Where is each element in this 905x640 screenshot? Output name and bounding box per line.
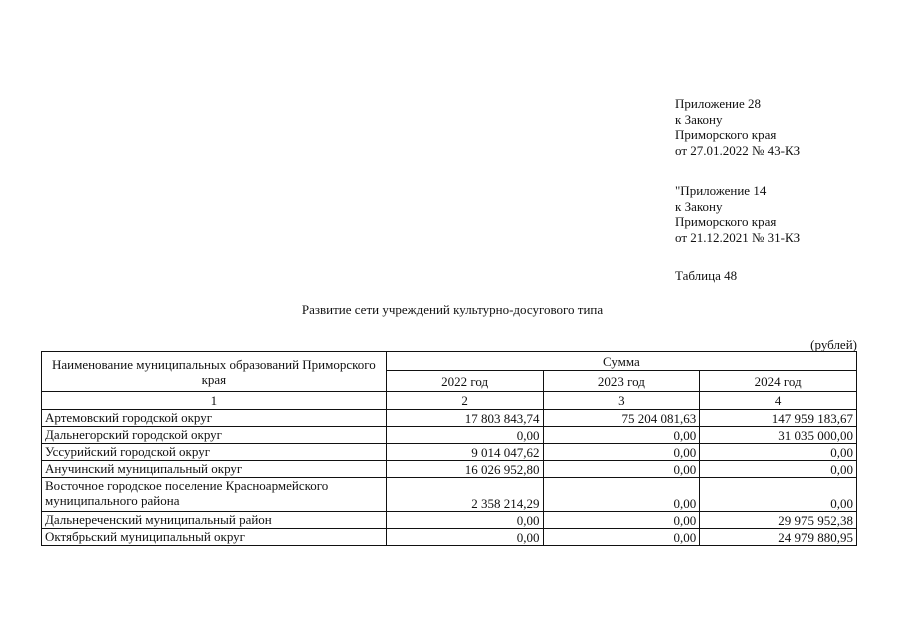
amount-2023: 0,00 — [543, 512, 700, 529]
table-row — [42, 529, 857, 546]
table-row — [42, 461, 857, 478]
table-row — [42, 410, 857, 427]
amount-2022: 2 358 214,29 — [386, 478, 543, 512]
amount-2022: 0,00 — [386, 529, 543, 546]
appendix-28-header — [675, 96, 800, 158]
column-header-year: 2022 год — [386, 371, 543, 392]
amount-2024: 24 979 880,95 — [700, 529, 857, 546]
header-line: Приложение 28 — [675, 96, 762, 111]
column-index: 2 — [386, 392, 543, 410]
amount-2024: 0,00 — [700, 478, 857, 512]
header-line: Приморского края — [675, 214, 777, 230]
municipality-name: Восточное городское поселение Красноармейского муниципального района — [42, 478, 387, 512]
amount-2023: 0,00 — [543, 478, 700, 512]
header-line: Приморского края — [675, 127, 777, 143]
amount-2022: 9 014 047,62 — [386, 444, 543, 461]
amount-2022: 17 803 843,74 — [386, 410, 543, 427]
table-label: Таблица 48 — [675, 268, 738, 283]
appendix-14-header — [675, 183, 800, 245]
municipality-name: Дальнереченский муниципальный район — [42, 512, 387, 529]
municipality-name: Артемовский городской округ — [42, 410, 387, 427]
amount-2023: 0,00 — [543, 427, 700, 444]
amount-2022: 0,00 — [386, 512, 543, 529]
unit-label: (рублей) — [810, 337, 857, 352]
column-header-year: 2023 год — [543, 371, 700, 392]
column-index: 4 — [700, 392, 857, 410]
page-title: Развитие сети учреждений культурно-досугового типа — [301, 302, 604, 317]
budget-table — [41, 351, 857, 546]
municipality-name: Уссурийский городской округ — [42, 444, 387, 461]
amount-2023: 0,00 — [543, 461, 700, 478]
municipality-name: Дальнегорский городской округ — [42, 427, 387, 444]
column-index: 1 — [42, 392, 387, 410]
amount-2024: 147 959 183,67 — [700, 410, 857, 427]
header-line: к Закону — [675, 198, 723, 214]
amount-2022: 16 026 952,80 — [386, 461, 543, 478]
header-line: к Закону — [675, 111, 723, 127]
amount-2024: 0,00 — [700, 461, 857, 478]
amount-2023: 0,00 — [543, 444, 700, 461]
amount-2022: 0,00 — [386, 427, 543, 444]
header-line: от 21.12.2021 № 31-КЗ — [675, 229, 801, 245]
column-header-sum: Сумма — [386, 352, 856, 371]
column-header-year: 2024 год — [700, 371, 857, 392]
header-line: "Приложение 14 — [675, 183, 767, 198]
amount-2023: 0,00 — [543, 529, 700, 546]
table-row — [42, 444, 857, 461]
municipality-name: Октябрьский муниципальный округ — [42, 529, 387, 546]
column-header-name: Наименование муниципальных образований Приморского края — [42, 352, 387, 392]
header-line: от 27.01.2022 № 43-КЗ — [675, 142, 801, 158]
amount-2024: 31 035 000,00 — [700, 427, 857, 444]
table-row — [42, 512, 857, 529]
amount-2024: 29 975 952,38 — [700, 512, 857, 529]
amount-2023: 75 204 081,63 — [543, 410, 700, 427]
table-row — [42, 427, 857, 444]
column-index: 3 — [543, 392, 700, 410]
table-row — [42, 478, 857, 512]
municipality-name: Анучинский муниципальный округ — [42, 461, 387, 478]
amount-2024: 0,00 — [700, 444, 857, 461]
